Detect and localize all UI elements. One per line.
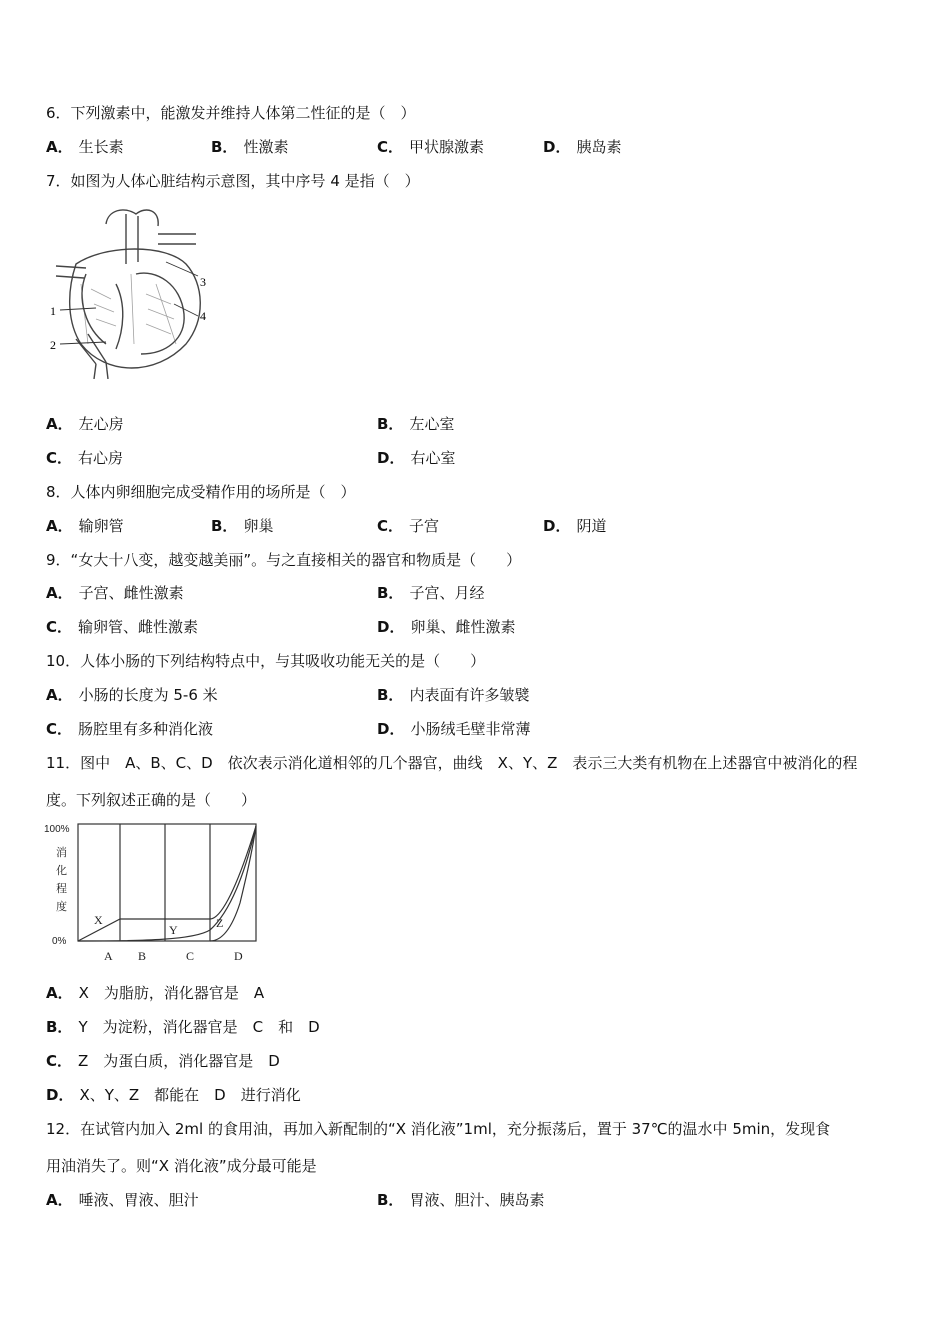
q6-option-b: B． 性激素 [211,138,289,156]
q8-stem: 8．人体内卵细胞完成受精作用的场所是（ ） [46,483,356,501]
q8-option-b: B． 卵巢 [211,517,274,535]
q6-option-d: D． 胰岛素 [543,138,622,156]
q7-option-a: A． 左心房 [46,415,124,433]
q9-option-b: B． 子宫、月经 [377,584,485,602]
q11-option-d: D． X、Y、Z 都能在 D 进行消化 [46,1086,301,1104]
heart-label-2: 2 [50,338,56,352]
heart-diagram [46,204,216,379]
q6-option-c: C． 甲状腺激素 [377,138,485,156]
q8-option-c: C． 子宫 [377,517,440,535]
q8-option-d: D． 阴道 [543,517,607,535]
curve-x [78,826,256,941]
q10-option-c: C． 肠腔里有多种消化液 [46,720,214,738]
q11-option-c: C． Z 为蛋白质，消化器官是 D [46,1052,280,1070]
q10-option-d: D． 小肠绒毛壁非常薄 [377,720,531,738]
q7-option-d: D． 右心室 [377,449,456,467]
q11-option-a: A． X 为脂肪，消化器官是 A [46,984,265,1002]
q9-option-c: C． 输卵管、雌性激素 [46,618,199,636]
q7-option-b: B． 左心室 [377,415,455,433]
y-title-char-1: 消 [56,847,67,859]
y-axis-bottom-label: 0% [52,936,67,947]
graph-frame [78,824,256,941]
q11-option-b: B． Y 为淀粉，消化器官是 C 和 D [46,1018,320,1036]
q6-stem: 6．下列激素中，能激发并维持人体第二性征的是（ ） [46,104,416,122]
q7-stem: 7．如图为人体心脏结构示意图，其中序号 4 是指（ ） [46,172,420,190]
q7-option-c: C． 右心房 [46,449,124,467]
q12-option-a: A． 唾液、胃液、胆汁 [46,1191,199,1209]
heart-label-4: 4 [200,309,206,323]
q8-option-a: A． 输卵管 [46,517,124,535]
heart-label-1: 1 [50,304,56,318]
q11-stem-line1: 11．图中 A、B、C、D 依次表示消化道相邻的几个器官，曲线 X、Y、Z 表示三大类有机物在上述器官中被消化的程 [46,754,858,772]
x-label-c: C [186,949,195,963]
x-label-d: D [234,949,243,963]
q9-option-a: A． 子宫、雌性激素 [46,584,184,602]
curve-label-z: Z [216,916,224,930]
q10-stem: 10．人体小肠的下列结构特点中，与其吸收功能无关的是（ ） [46,652,486,670]
x-label-b: B [138,949,147,963]
y-title-char-3: 程 [56,883,67,895]
y-title-char-4: 度 [56,901,67,913]
q10-option-b: B． 内表面有许多皱襞 [377,686,530,704]
q11-stem-line2: 度。下列叙述正确的是（ ） [46,791,257,809]
x-label-a: A [104,949,113,963]
q10-option-a: A． 小肠的长度为 5-6 米 [46,686,218,704]
curve-label-x: X [94,913,103,927]
q12-stem-line1: 12．在试管内加入 2ml 的食用油，再加入新配制的“X 消化液”1ml，充分振荡后，置于 37℃的温水中 5min，发现食 [46,1120,831,1138]
q12-stem-line2: 用油消失了。则“X 消化液”成分最可能是 [46,1157,317,1175]
y-axis-top-label: 100% [44,824,70,835]
q9-option-d: D． 卵巢、雌性激素 [377,618,516,636]
q6-option-a: A． 生长素 [46,138,124,156]
digestion-graph [44,818,274,968]
heart-label-3: 3 [200,275,206,289]
q12-option-b: B． 胃液、胆汁、胰岛素 [377,1191,545,1209]
curve-label-y: Y [169,923,178,937]
y-title-char-2: 化 [56,865,67,877]
q9-stem: 9．“女大十八变，越变越美丽”。与之直接相关的器官和物质是（ ） [46,551,522,569]
curve-y [78,826,256,941]
